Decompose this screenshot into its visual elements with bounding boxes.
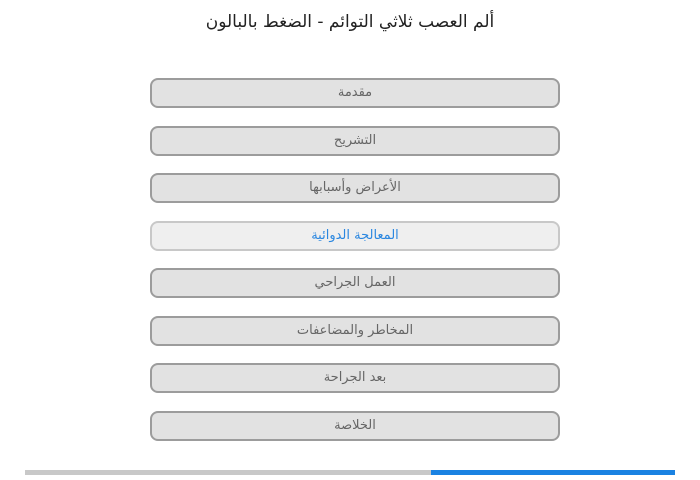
menu-item-surgery[interactable]: العمل الجراحي (150, 268, 560, 298)
menu-item-medication[interactable]: المعالجة الدوائية (150, 221, 560, 251)
menu-item-anatomy[interactable]: التشريح (150, 126, 560, 156)
progress-bar (25, 470, 675, 475)
menu-item-introduction[interactable]: مقدمة (150, 78, 560, 108)
menu-item-risks[interactable]: المخاطر والمضاعفات (150, 316, 560, 346)
menu-item-after-surgery[interactable]: بعد الجراحة (150, 363, 560, 393)
progress-bar-fill (431, 470, 675, 475)
menu-item-symptoms[interactable]: الأعراض وأسبابها (150, 173, 560, 203)
page-title: ألم العصب ثلاثي التوائم - الضغط بالبالون (205, 12, 495, 32)
chapter-menu (150, 78, 560, 458)
menu-item-summary[interactable]: الخلاصة (150, 411, 560, 441)
